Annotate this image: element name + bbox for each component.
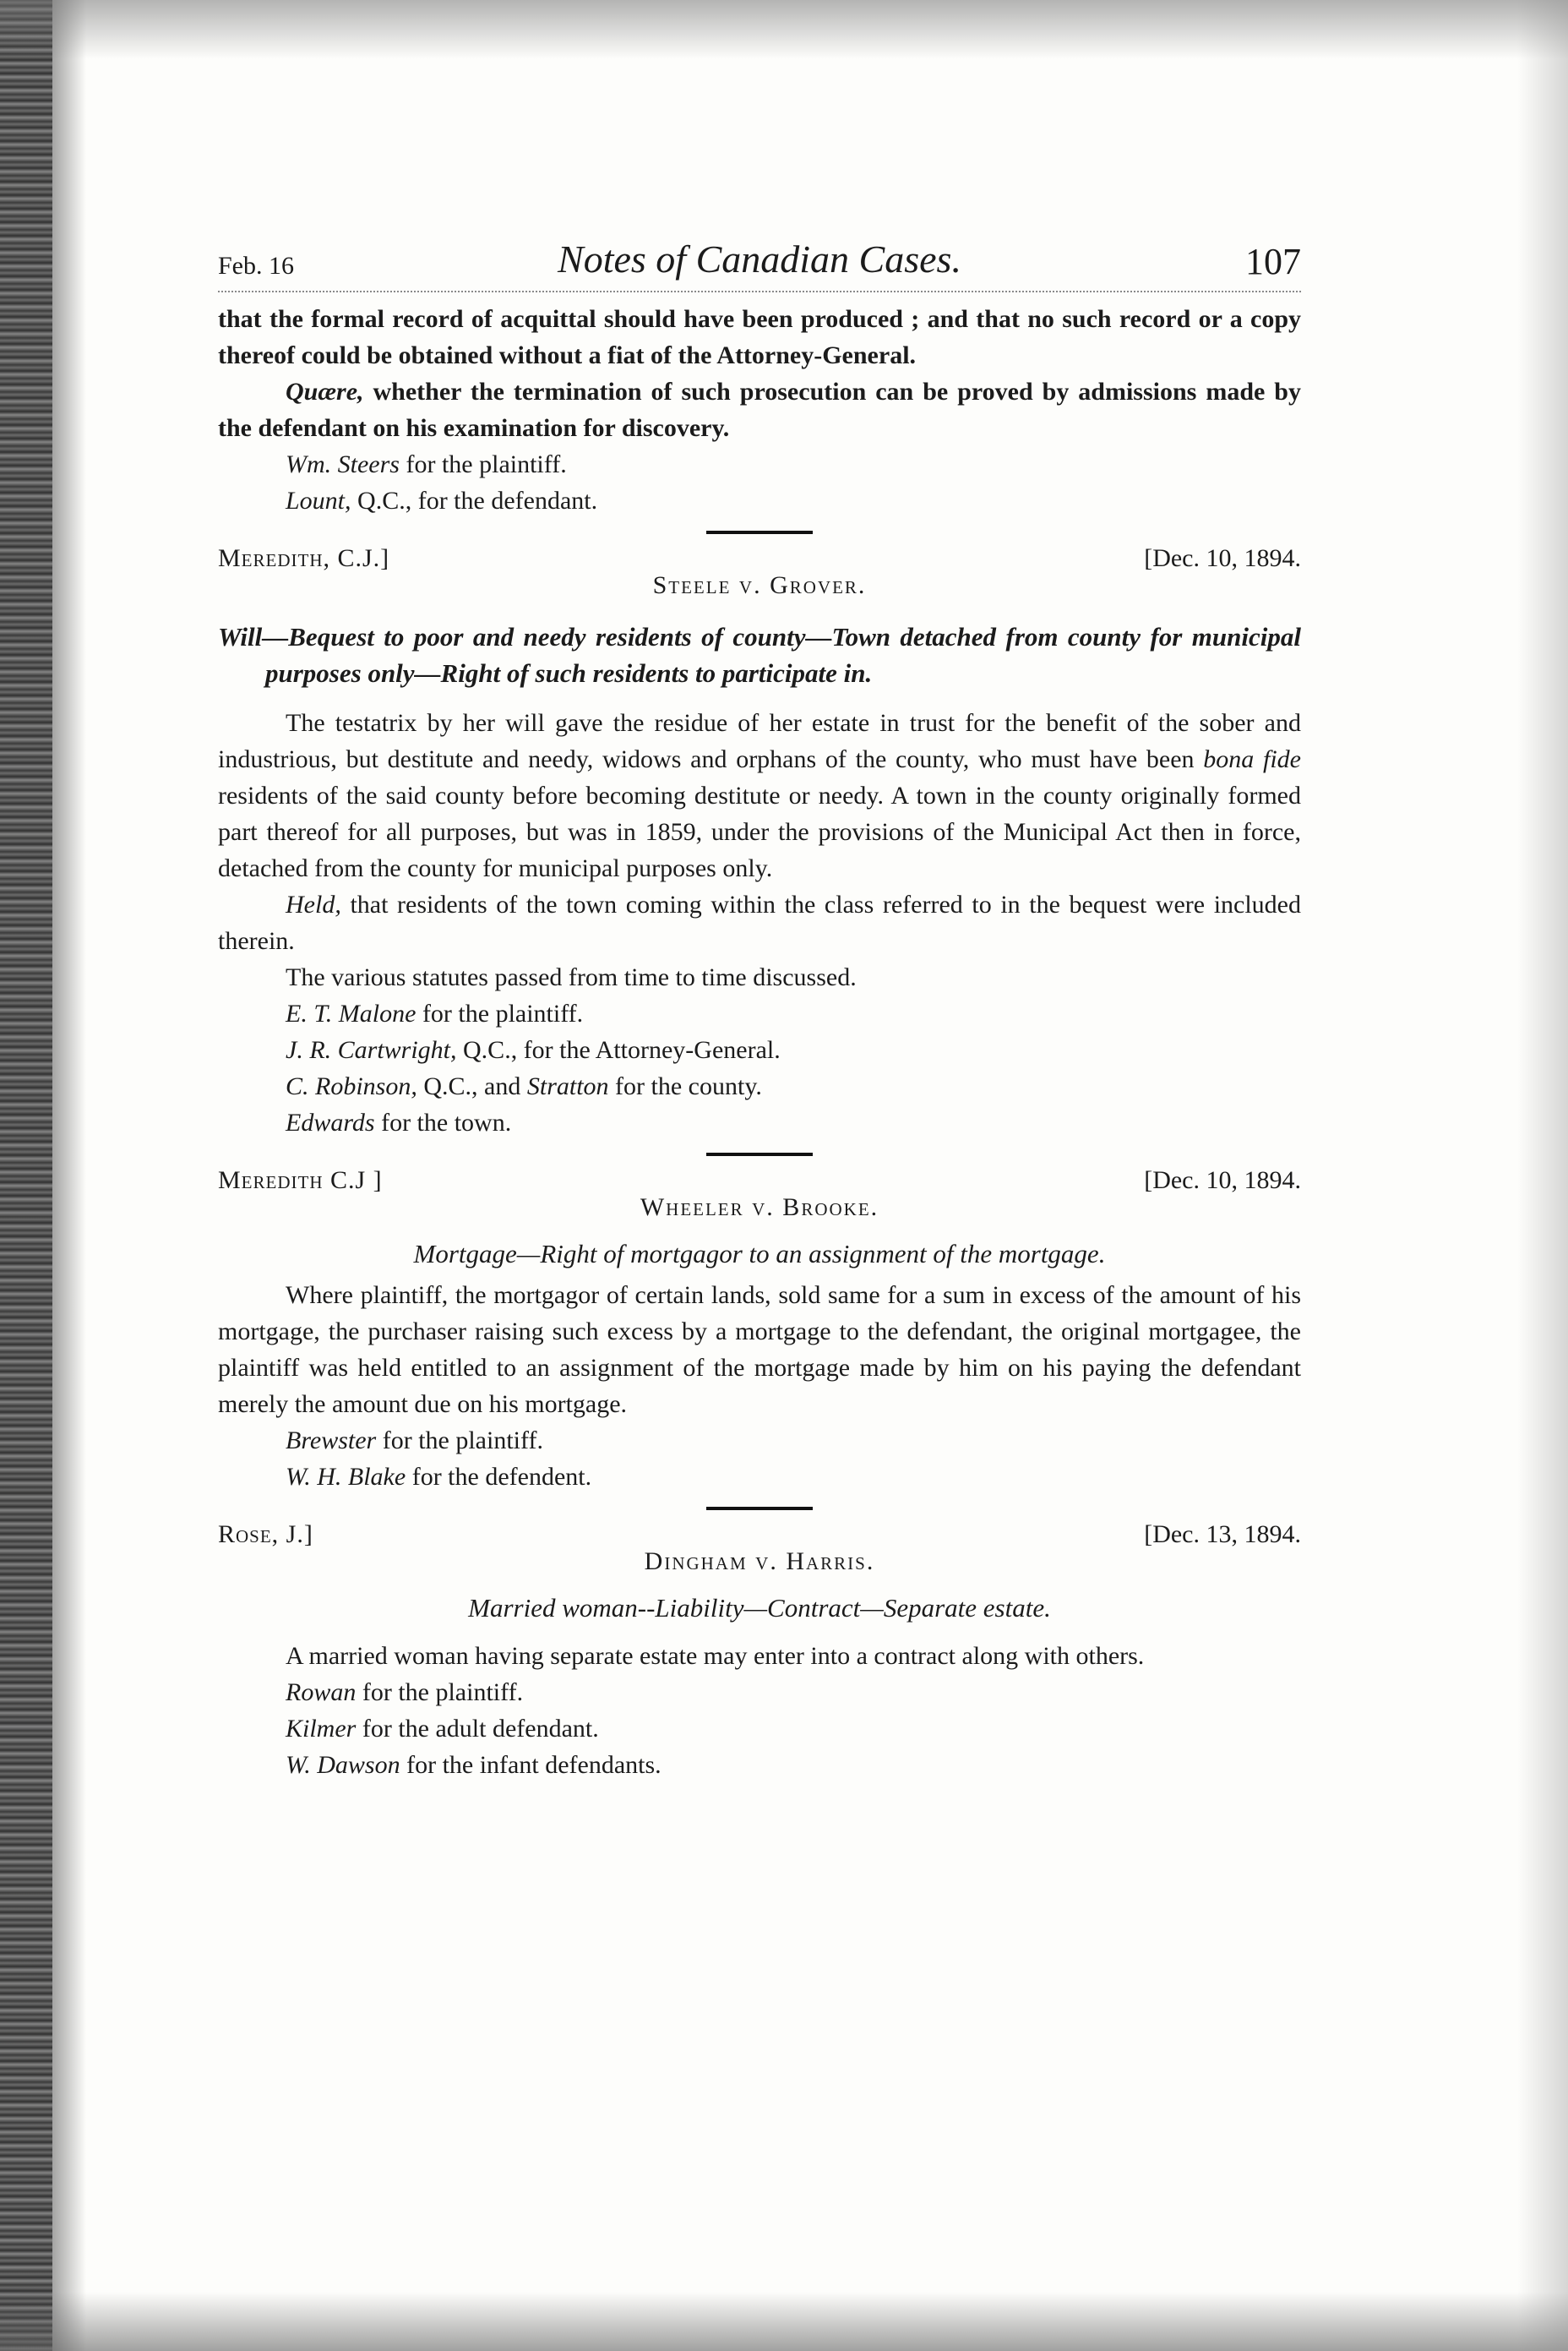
counsel-line: Brewster for the plaintiff. xyxy=(286,1426,543,1454)
counsel-line: Lount, Q.C., for the defendant. xyxy=(286,487,598,515)
counsel-line: W. H. Blake for the defendent. xyxy=(286,1463,592,1491)
counsel-line: Wm. Steers for the plaintiff. xyxy=(286,450,567,478)
continuation-paragraph: that the formal record of acquittal should have been produced ; and that no such record or a copy thereof could be obtained without a fiat of the Attorney-General. xyxy=(218,305,1301,369)
scan-edge-right xyxy=(1517,0,1568,2351)
quaere-paragraph xyxy=(218,374,1301,446)
counsel-line: Rowan for the plaintiff. xyxy=(286,1678,524,1706)
case-date: [Dec. 10, 1894. xyxy=(1144,1166,1301,1194)
case-title: Steele v. Grover. xyxy=(652,571,867,599)
held-lead: Held, xyxy=(286,891,341,919)
counsel-line: C. Robinson, Q.C., and Stratton for the county. xyxy=(286,1072,762,1100)
case-judge: Rose, J.] xyxy=(218,1520,313,1548)
header-date: Feb. 16 xyxy=(218,252,294,280)
case-judge: Meredith C.J ] xyxy=(218,1166,383,1194)
case-headnote: Married woman--Liability—Contract—Separate estate. xyxy=(468,1593,1051,1623)
scan-edge-top xyxy=(0,0,1568,59)
held-paragraph: Held, that residents of the town coming within the class referred to in the bequest were included therein. xyxy=(218,891,1301,955)
header-title: Notes of Canadian Cases. xyxy=(558,237,961,281)
case-body-paragraph: A married woman having separate estate may enter into a contract along with others. xyxy=(286,1642,1145,1670)
counsel-line: E. T. Malone for the plaintiff. xyxy=(286,1000,584,1028)
section-divider xyxy=(706,1153,813,1156)
statutes-paragraph: The various statutes passed from time to time discussed. xyxy=(286,963,857,991)
page-number: 107 xyxy=(1245,241,1301,282)
case-date: [Dec. 10, 1894. xyxy=(1144,544,1301,572)
scan-edge-left xyxy=(0,0,52,2351)
case-heading xyxy=(218,1166,1301,1232)
case-title: Dingham v. Harris. xyxy=(644,1547,875,1575)
italic-term: bona fide xyxy=(1203,745,1301,773)
section-divider xyxy=(706,531,813,534)
case-headnote: Will—Bequest to poor and needy residents of county—Town detached from county for municipal purposes only—Right of such residents to participate in. xyxy=(218,622,1301,688)
case-body-paragraph: Where plaintiff, the mortgagor of certain lands, sold same for a sum in excess of the amount of his mortgage, the purchaser raising such excess by a mortgage to the defendant, the original mortgagee, the plaintiff was held entitled to an assignment of the mortgage made by him on his paying the defendant merely the amount due on his mortgage. xyxy=(218,1281,1301,1418)
counsel-line: Edwards for the town. xyxy=(286,1109,512,1137)
case-dingham-v-harris xyxy=(218,1520,1301,1783)
case-heading xyxy=(218,1520,1301,1586)
case-body-paragraph: The testatrix by her will gave the residue of her estate in trust for the benefit of the sober and industrious, but destitute and needy, widows and orphans of the county, who must have been bona fide residents of the said county before becoming destitute or needy. A town in the county originally formed part thereof for all purposes, but was in 1859, under the provisions of the Municipal Act then in force, detached from the county for municipal purposes only. xyxy=(218,709,1301,882)
counsel-line: Kilmer for the adult defendant. xyxy=(286,1715,599,1743)
document-page xyxy=(218,237,1301,1783)
case-steele-v-grover xyxy=(218,544,1301,1141)
counsel-line: J. R. Cartwright, Q.C., for the Attorney-General. xyxy=(286,1036,781,1064)
case-title: Wheeler v. Brooke. xyxy=(640,1193,879,1221)
section-divider xyxy=(706,1507,813,1510)
running-header xyxy=(218,237,1301,292)
case-heading xyxy=(218,544,1301,610)
counsel-line: W. Dawson for the infant defendants. xyxy=(286,1751,662,1779)
case-judge: Meredith, C.J.] xyxy=(218,544,390,572)
scan-edge-left-shadow xyxy=(52,0,86,2351)
previous-case-continuation xyxy=(218,301,1301,519)
quaere-lead: Quære, xyxy=(286,378,364,406)
case-date: [Dec. 13, 1894. xyxy=(1144,1520,1301,1548)
case-wheeler-v-brooke xyxy=(218,1166,1301,1495)
scan-edge-bottom xyxy=(0,2292,1568,2351)
quaere-text: whether the termination of such prosecution can be proved by admissions made by the defendant on his examination for discovery. xyxy=(218,378,1301,442)
case-headnote: Mortgage—Right of mortgagor to an assignment of the mortgage. xyxy=(413,1239,1106,1268)
